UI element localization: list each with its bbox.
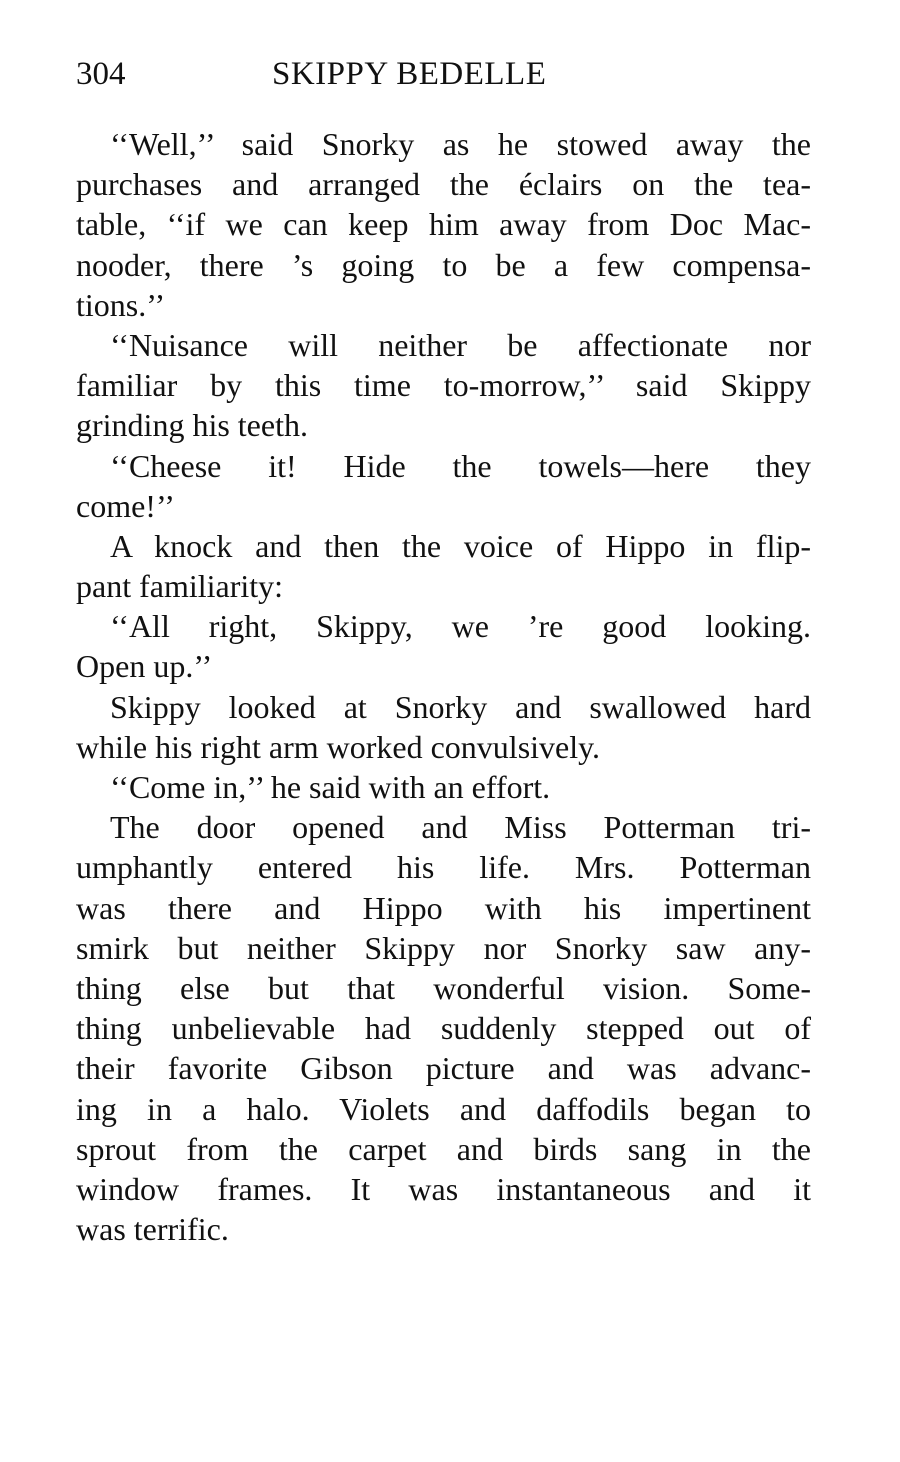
text-line: ‘‘Cheese it! Hide the towels—here they bbox=[110, 447, 811, 484]
text-line: their favorite Gibson picture and was advanc- bbox=[76, 1050, 811, 1087]
running-title: SKIPPY BEDELLE bbox=[272, 56, 547, 92]
body-text bbox=[76, 124, 811, 1249]
text-line: The door opened and Miss Potterman tri- bbox=[110, 809, 811, 846]
text-line: thing else but that wonderful vision. Some- bbox=[76, 969, 811, 1006]
page-number: 304 bbox=[76, 56, 126, 92]
page-header bbox=[76, 52, 811, 96]
text-line: window frames. It was instantaneous and it bbox=[76, 1170, 811, 1207]
text-line: A knock and then the voice of Hippo in flip- bbox=[110, 527, 811, 564]
text-line: pant familiarity: bbox=[76, 568, 284, 605]
text-line: Open up.’’ bbox=[76, 648, 213, 685]
text-line: table, ‘‘if we can keep him away from Doc Mac- bbox=[76, 206, 811, 243]
text-line: ‘‘Nuisance will neither be affectionate nor bbox=[110, 326, 811, 363]
text-line: ‘‘Come in,’’ he said with an effort. bbox=[110, 769, 551, 805]
text-line: smirk but neither Skippy nor Snorky saw any- bbox=[76, 929, 811, 966]
text-line: tions.’’ bbox=[76, 286, 166, 323]
text-line: thing unbelievable had suddenly stepped out of bbox=[76, 1010, 811, 1047]
text-line: come!’’ bbox=[76, 487, 175, 524]
text-line: ‘‘All right, Skippy, we ’re good looking. bbox=[110, 608, 811, 645]
text-line: umphantly entered his life. Mrs. Potterman bbox=[76, 849, 811, 886]
text-line: was there and Hippo with his impertinent bbox=[76, 889, 811, 926]
text-line: ‘‘Well,’’ said Snorky as he stowed away the bbox=[110, 126, 811, 162]
text-line: sprout from the carpet and birds sang in the bbox=[76, 1130, 811, 1167]
text-line: nooder, there ’s going to be a few compensa- bbox=[76, 246, 811, 283]
text-line: grinding his teeth. bbox=[76, 407, 308, 444]
text-line: Skippy looked at Snorky and swallowed hard bbox=[110, 688, 811, 725]
text-line: familiar by this time to-morrow,’’ said Skippy bbox=[76, 367, 811, 404]
text-line: purchases and arranged the éclairs on the tea- bbox=[76, 166, 811, 203]
text-line: ing in a halo. Violets and daffodils began to bbox=[76, 1090, 811, 1127]
text-line: was terrific. bbox=[76, 1211, 229, 1248]
text-line: while his right arm worked convulsively. bbox=[76, 728, 601, 765]
